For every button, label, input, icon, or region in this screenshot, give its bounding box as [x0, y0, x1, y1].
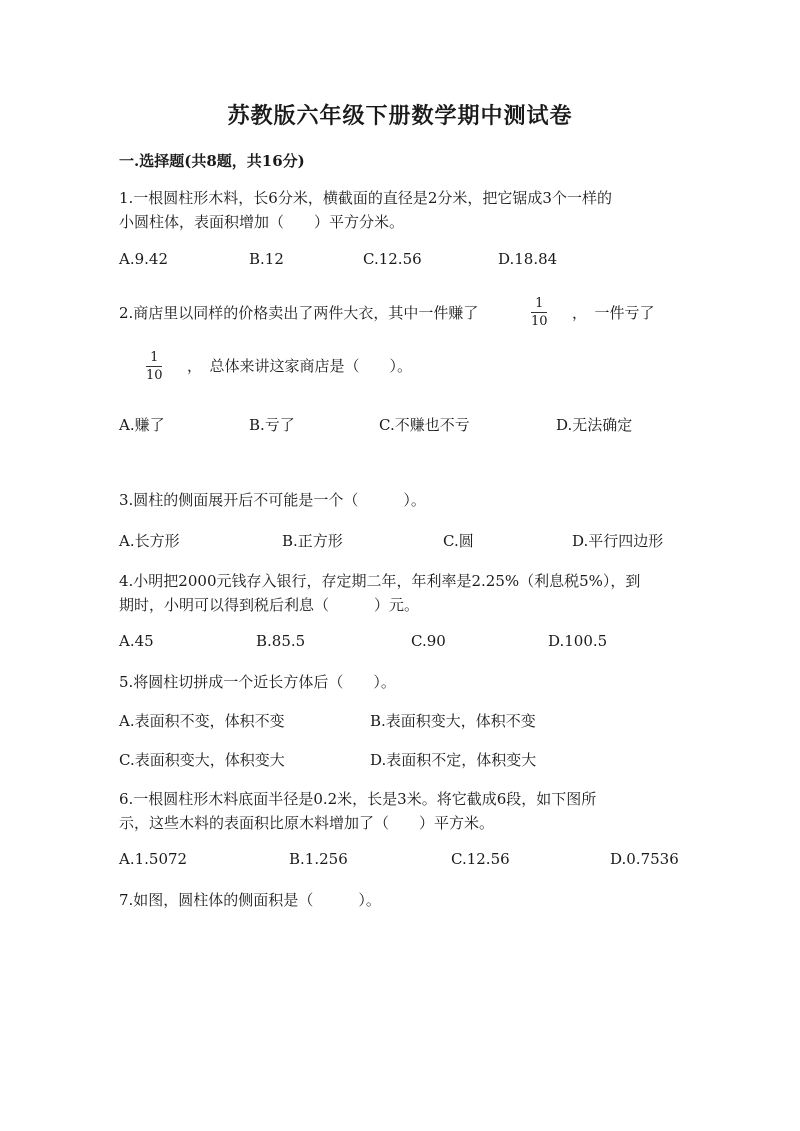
question-3-line-1: 3.圆柱的侧面展开后不可能是一个（ ）。: [119, 491, 426, 509]
question-6-option-c: C.12.56: [451, 850, 510, 868]
fraction-denominator: 10: [531, 314, 548, 329]
question-5-line-1: 5.将圆柱切拼成一个近长方体后（ ）。: [119, 673, 396, 691]
question-1-line-2: 小圆柱体，表面积增加（ ）平方分米。: [119, 213, 405, 231]
section-heading: 一.选择题(共8题，共16分): [119, 152, 305, 170]
question-6-line-1: 6.一根圆柱形木料底面半径是0.2米，长是3米。将它截成6段，如下图所: [119, 790, 597, 808]
question-1-line-1: 1.一根圆柱形木料，长6分米，横截面的直径是2分米，把它锯成3个一样的: [119, 189, 612, 207]
question-3-option-d: D.平行四边形: [572, 532, 664, 550]
question-6-option-a: A.1.5072: [119, 850, 188, 868]
fraction-numerator: 1: [150, 350, 159, 365]
question-5-option-d: D.表面积不定，体积变大: [370, 751, 537, 769]
question-4-option-d: D.100.5: [548, 632, 608, 650]
question-1-option-d: D.18.84: [498, 250, 558, 268]
question-2-option-d: D.无法确定: [556, 416, 633, 434]
question-3-option-c: C.圆: [443, 532, 474, 550]
question-6-option-d: D.0.7536: [610, 850, 679, 868]
question-7-line-1: 7.如图，圆柱体的侧面积是（ ）。: [119, 891, 381, 909]
question-4-option-b: B.85.5: [256, 632, 306, 650]
question-6-line-2: 示，这些木料的表面积比原木料增加了（ ）平方米。: [119, 814, 495, 832]
question-5-option-b: B.表面积变大，体积不变: [370, 712, 536, 730]
question-5-option-a: A.表面积不变，体积不变: [119, 712, 285, 730]
question-2-part-2: ， 一件亏了: [572, 304, 655, 322]
fraction-one-tenth-2: [146, 350, 163, 383]
question-3-option-b: B.正方形: [282, 532, 343, 550]
question-4-option-a: A.45: [119, 632, 154, 650]
question-2-part-1: 2.商店里以同样的价格卖出了两件大衣，其中一件赚了: [119, 304, 479, 322]
question-2-option-c: C.不赚也不亏: [379, 416, 470, 434]
question-2-part-3: ， 总体来讲这家商店是（ ）。: [187, 357, 413, 375]
question-4-option-c: C.90: [411, 632, 446, 650]
question-4-line-2: 期时，小明可以得到税后利息（ ）元。: [119, 596, 420, 614]
question-1-option-b: B.12: [249, 250, 284, 268]
question-5-option-c: C.表面积变大，体积变大: [119, 751, 285, 769]
question-4-line-1: 4.小明把2000元钱存入银行，存定期二年，年利率是2.25%（利息税5%），到: [119, 572, 641, 590]
page-title: 苏教版六年级下册数学期中测试卷: [227, 103, 573, 129]
question-1-option-c: C.12.56: [363, 250, 422, 268]
question-6-option-b: B.1.256: [289, 850, 348, 868]
fraction-bar: [531, 312, 547, 313]
fraction-bar: [146, 366, 162, 367]
question-3-option-a: A.长方形: [119, 532, 180, 550]
question-2-option-a: A.赚了: [119, 416, 165, 434]
fraction-numerator: 1: [535, 296, 544, 311]
fraction-denominator: 10: [146, 368, 163, 383]
question-2-option-b: B.亏了: [249, 416, 295, 434]
fraction-one-tenth: [531, 296, 548, 329]
question-1-option-a: A.9.42: [119, 250, 168, 268]
